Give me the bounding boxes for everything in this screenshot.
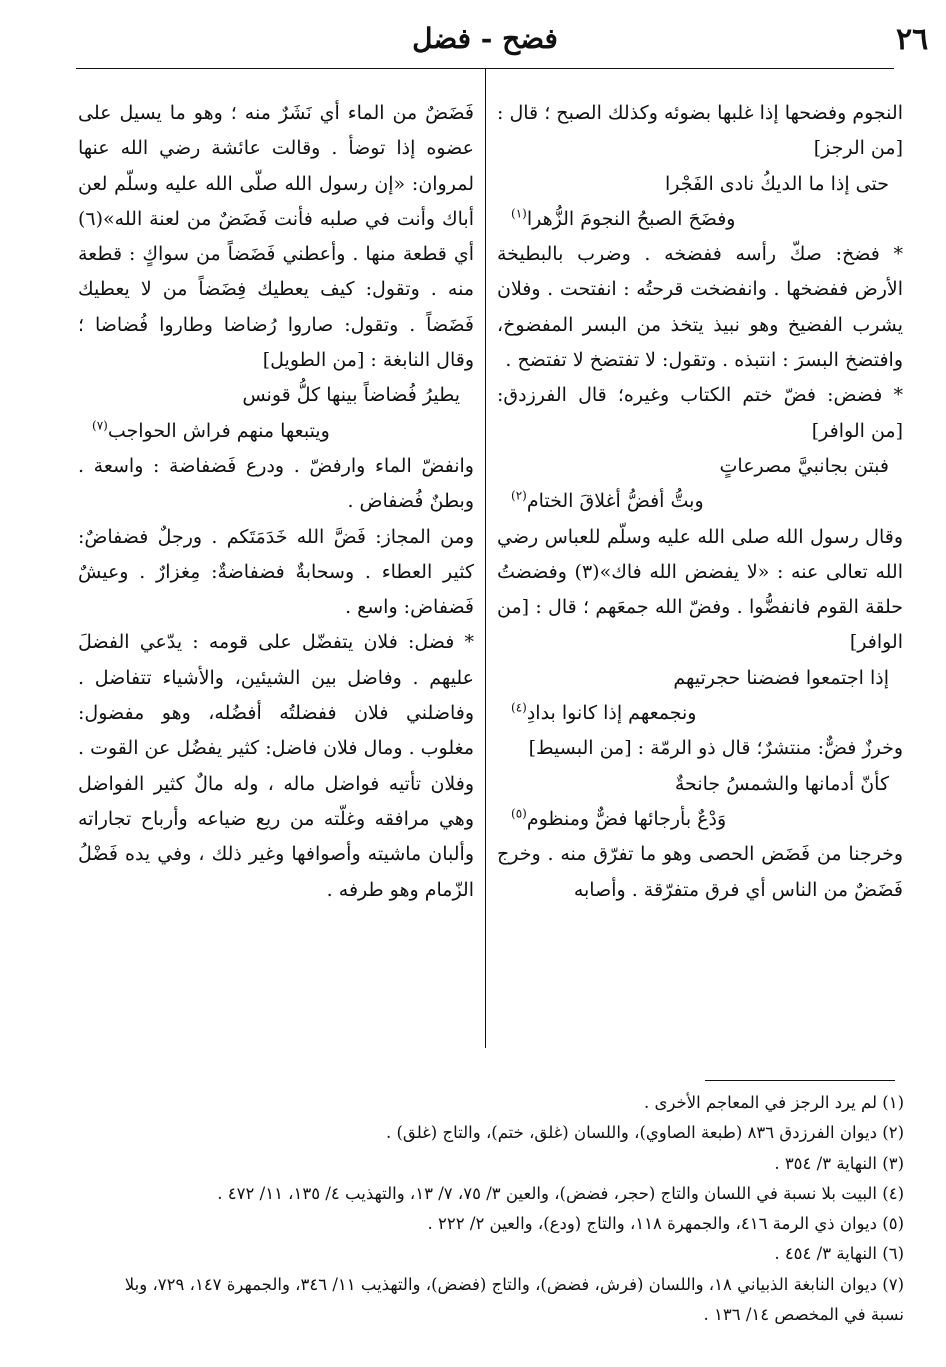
verse-first-hemistich: كأنّ أدمانها والشمسُ جانحةٌ: [674, 772, 889, 795]
verse-second-hemistich: [497, 202, 903, 237]
footnote: (٥) ديوان ذي الرمة ٤١٦، والجمهرة ١١٨، والتاج (ودع)، والعين ٢/ ٢٢٢ .: [427, 1214, 904, 1234]
paragraph: وخرجنا من فَضَض الحصى وهو ما تفرّق منه . وخرج فَضَضٌ من الناس أي فرق متفرّقة . وأصابه: [497, 843, 903, 901]
paragraph: * فضخ: صكّ رأسه ففضخه . وضرب بالبطيخة الأرض ففضخها . وانفضخت قرحتُه : انفتحت . وفلان يشرب الفضيخ وهو نبيذ يتخذ من البسر المفضوخ، وافتضخ البسرَ : انتبذه . وتقول: لا تفتضخ لا تفتضح .: [497, 243, 903, 372]
paragraph: ومن المجاز: فَضَّ الله خَدَمَتَكم . ورجلٌ فضفاضٌ: كثير العطاء . وسحابةٌ فضفاضةٌ: مِغزارٌ . وعيشٌ فَضفاض: واسع .: [78, 525, 474, 619]
footnote: (٤) البيت بلا نسبة في اللسان والتاج (حجر، فضض)، والعين ٣/ ٧٥، ٧/ ١٣، والتهذيب ٤/ ١٣٥، ١١/ ٤٧٢ .: [217, 1183, 904, 1203]
footnote-marker: (٥): [511, 806, 527, 821]
verse-second-hemistich: [78, 414, 474, 449]
footnote-marker: (٢): [511, 488, 527, 503]
verse-text: وَدْعٌ بأرجائها فضٌّ ومنظوم: [526, 807, 727, 830]
paragraph: النجوم وفضحها إذا غلبها بضوئه وكذلك الصبح ؛ قال : [من الرجز]: [497, 102, 903, 160]
verse-text: ويتبعها منهم فراش الحواجب: [107, 419, 330, 442]
footnote-marker: (١): [511, 206, 527, 221]
paragraph: وخرزٌ فضٌّ: منتشرٌ؛ قال ذو الرمّة : [من البسيط]: [528, 737, 903, 760]
paragraph: فَضَضٌ من الماء أي نَشَرٌ منه ؛ وهو ما يسيل على عضوه إذا توضأ . وقالت عائشة رضي الله عنها لمروان: «إن رسول الله صلّى الله عليه وسلّم لعن أباك وأنت في صلبه فأنت فَضَضٌ من لعنة الله»(٦) أي قطعة منها . وأعطني فَضَضاً من سواكٍ : قطعة منه . وتقول: كيف يعطيك فِضَضاً من لا يعطيك فَضَضاً . وتقول: صاروا رُضاضا وطاروا فُضاضا ؛ وقال النابغة : [من الطويل]: [78, 102, 474, 372]
left-column: [78, 96, 474, 908]
page-title: فضح - فضل: [412, 22, 558, 55]
footnote: (١) لم يرد الرجز في المعاجم الأخرى .: [644, 1093, 904, 1112]
footnote: (٣) النهاية ٣/ ٣٥٤ .: [774, 1153, 904, 1173]
paragraph: * فضل: فلان يتفضّل على قومه : يدّعي الفضلَ عليهم . وفاضل بين الشيئين، والأشياء تتفاضل . وفاضلني فلان ففضلتُه أفضُله، وهو مفضول: مغلوب . ومال فلان فاضل: كثير يفضُل عن القوت . وفلان تأتيه فواضل ماله ، وله مالٌ كثير الفواضل وهي مرافقه وغلّته من ريع ضياعه وأرباح تجاراته وألبان ماشيته وأصوافها وغير ذلك ، وفي يده فَضْلُ الزّمام وهو طرفه .: [78, 631, 474, 901]
verse-first-hemistich: فبتن بجانبيَّ مصرعاتٍ: [719, 454, 889, 477]
footnote: (٧) ديوان النابغة الذبياني ١٨، واللسان (فرش، فضض)، والتاج (فضض)، والتهذيب ١١/ ٣٤٦، والجمهرة ١٤٧، ٧٢٩، وبلا نسبة في المخصص ١٤/ ١٣٦ .: [124, 1274, 904, 1325]
page-number: ٢٦: [896, 22, 929, 57]
verse-second-hemistich: [497, 802, 903, 837]
paragraph: وقال رسول الله صلى الله عليه وسلّم للعباس رضي الله تعالى عنه : «لا يفضض الله فاك»(٣) وفضضتُ حلقة القوم فانفضُّوا . وفضّ الله جمعَهم ؛ قال : [من الوافر]: [497, 525, 903, 654]
verse-second-hemistich: [497, 484, 903, 519]
paragraph: * فضض: فضّ ختم الكتاب وغيره؛ قال الفرزدق: [من الوافر]: [497, 384, 903, 442]
paragraph: وانفضّ الماء وارفضّ . ودرع فَضفاضة : واسعة . وبطنٌ فُضفاض .: [78, 454, 474, 513]
verse-first-hemistich: يطيرُ فُضاضاً بينها كلُّ قونس: [242, 384, 460, 407]
verse-text: وفضَحَ الصبحُ النجومَ الزُّهرا: [526, 207, 736, 230]
verse-text: وبتُّ أفضُّ أغلاقَ الختام: [526, 490, 704, 513]
page-header: [76, 16, 929, 68]
footnote-marker: (٧): [92, 418, 108, 433]
footnote: (٦) النهاية ٣/ ٤٥٤ .: [774, 1244, 904, 1264]
footnote-rule: [705, 1080, 895, 1081]
verse-first-hemistich: إذا اجتمعوا فضضنا حجرتيهم: [673, 666, 889, 689]
verse-text: ونجمعهم إذا كانوا بدادِ: [526, 702, 697, 725]
verse-second-hemistich: [497, 696, 903, 731]
verse-first-hemistich: حتى إذا ما الديكُ نادى الفَجْرا: [665, 172, 889, 195]
right-column: [497, 96, 903, 908]
footnote: (٢) ديوان الفرزدق ٨٣٦ (طبعة الصاوي)، واللسان (غلق، ختم)، والتاج (غلق) .: [386, 1123, 904, 1143]
footnote-marker: (٤): [511, 700, 527, 715]
column-divider: [485, 68, 486, 1048]
footnotes: [92, 1088, 904, 1330]
